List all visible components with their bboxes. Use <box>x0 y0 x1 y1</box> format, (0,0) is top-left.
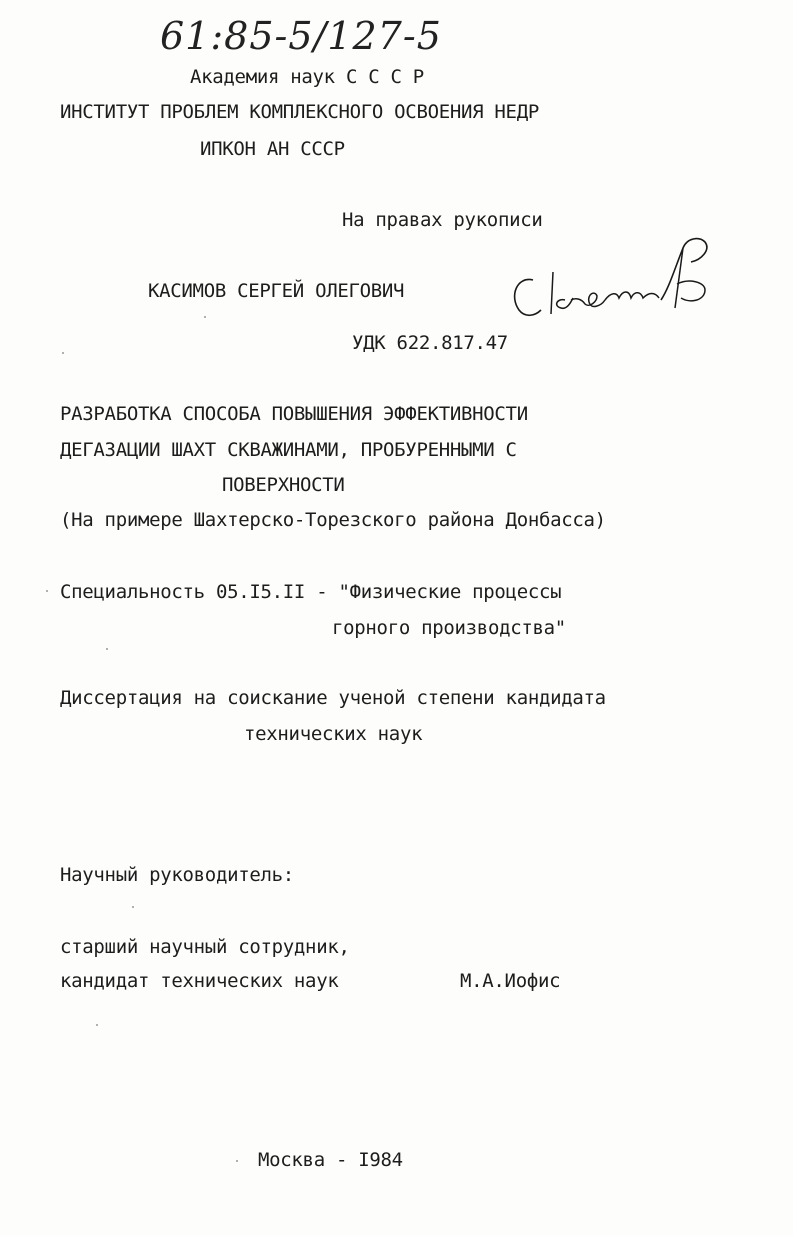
udk-code: УДК 622.817.47 <box>352 332 508 354</box>
academy-name: Академия наук С С С Р <box>190 66 424 88</box>
specialty-line-2: горного производства" <box>332 617 566 639</box>
supervisor-label: Научный руководитель: <box>60 864 294 886</box>
scan-speck <box>132 906 134 908</box>
specialty-line-1: Специальность 05.I5.II - "Физические процессы <box>60 581 562 603</box>
scan-speck <box>46 590 48 592</box>
author-name: КАСИМОВ СЕРГЕЙ ОЛЕГОВИЧ <box>148 280 405 302</box>
author-signature <box>505 228 720 328</box>
scan-speck <box>236 1160 238 1162</box>
dissertation-line-2: технических наук <box>244 723 423 745</box>
title-line-1: РАЗРАБОТКА СПОСОБА ПОВЫШЕНИЯ ЭФФЕКТИВНОСТИ <box>60 403 528 425</box>
supervisor-name: М.А.Иофис <box>460 970 561 992</box>
title-line-3: ПОВЕРХНОСТИ <box>222 474 345 496</box>
scan-speck <box>204 316 206 318</box>
archive-number-handwritten: 61:85-5/127-5 <box>160 14 442 58</box>
supervisor-degree: кандидат технических наук <box>60 970 339 992</box>
scan-speck <box>96 1024 98 1026</box>
title-line-2: ДЕГАЗАЦИИ ШАХТ СКВАЖИНАМИ, ПРОБУРЕННЫМИ С <box>60 439 517 461</box>
city-year: Москва - I984 <box>258 1149 403 1171</box>
supervisor-position: старший научный сотрудник, <box>60 936 350 958</box>
dissertation-line-1: Диссертация на соискание ученой степени кандидата <box>60 687 606 709</box>
institute-abbreviation: ИПКОН АН СССР <box>200 138 345 160</box>
title-subtitle: (На примере Шахтерско-Торезского района Донбасса) <box>60 509 606 531</box>
rights-note: На правах рукописи <box>342 209 543 231</box>
scan-speck <box>62 352 64 354</box>
institute-name: ИНСТИТУТ ПРОБЛЕМ КОМПЛЕКСНОГО ОСВОЕНИЯ НЕДР <box>60 101 539 123</box>
scan-speck <box>106 648 108 650</box>
